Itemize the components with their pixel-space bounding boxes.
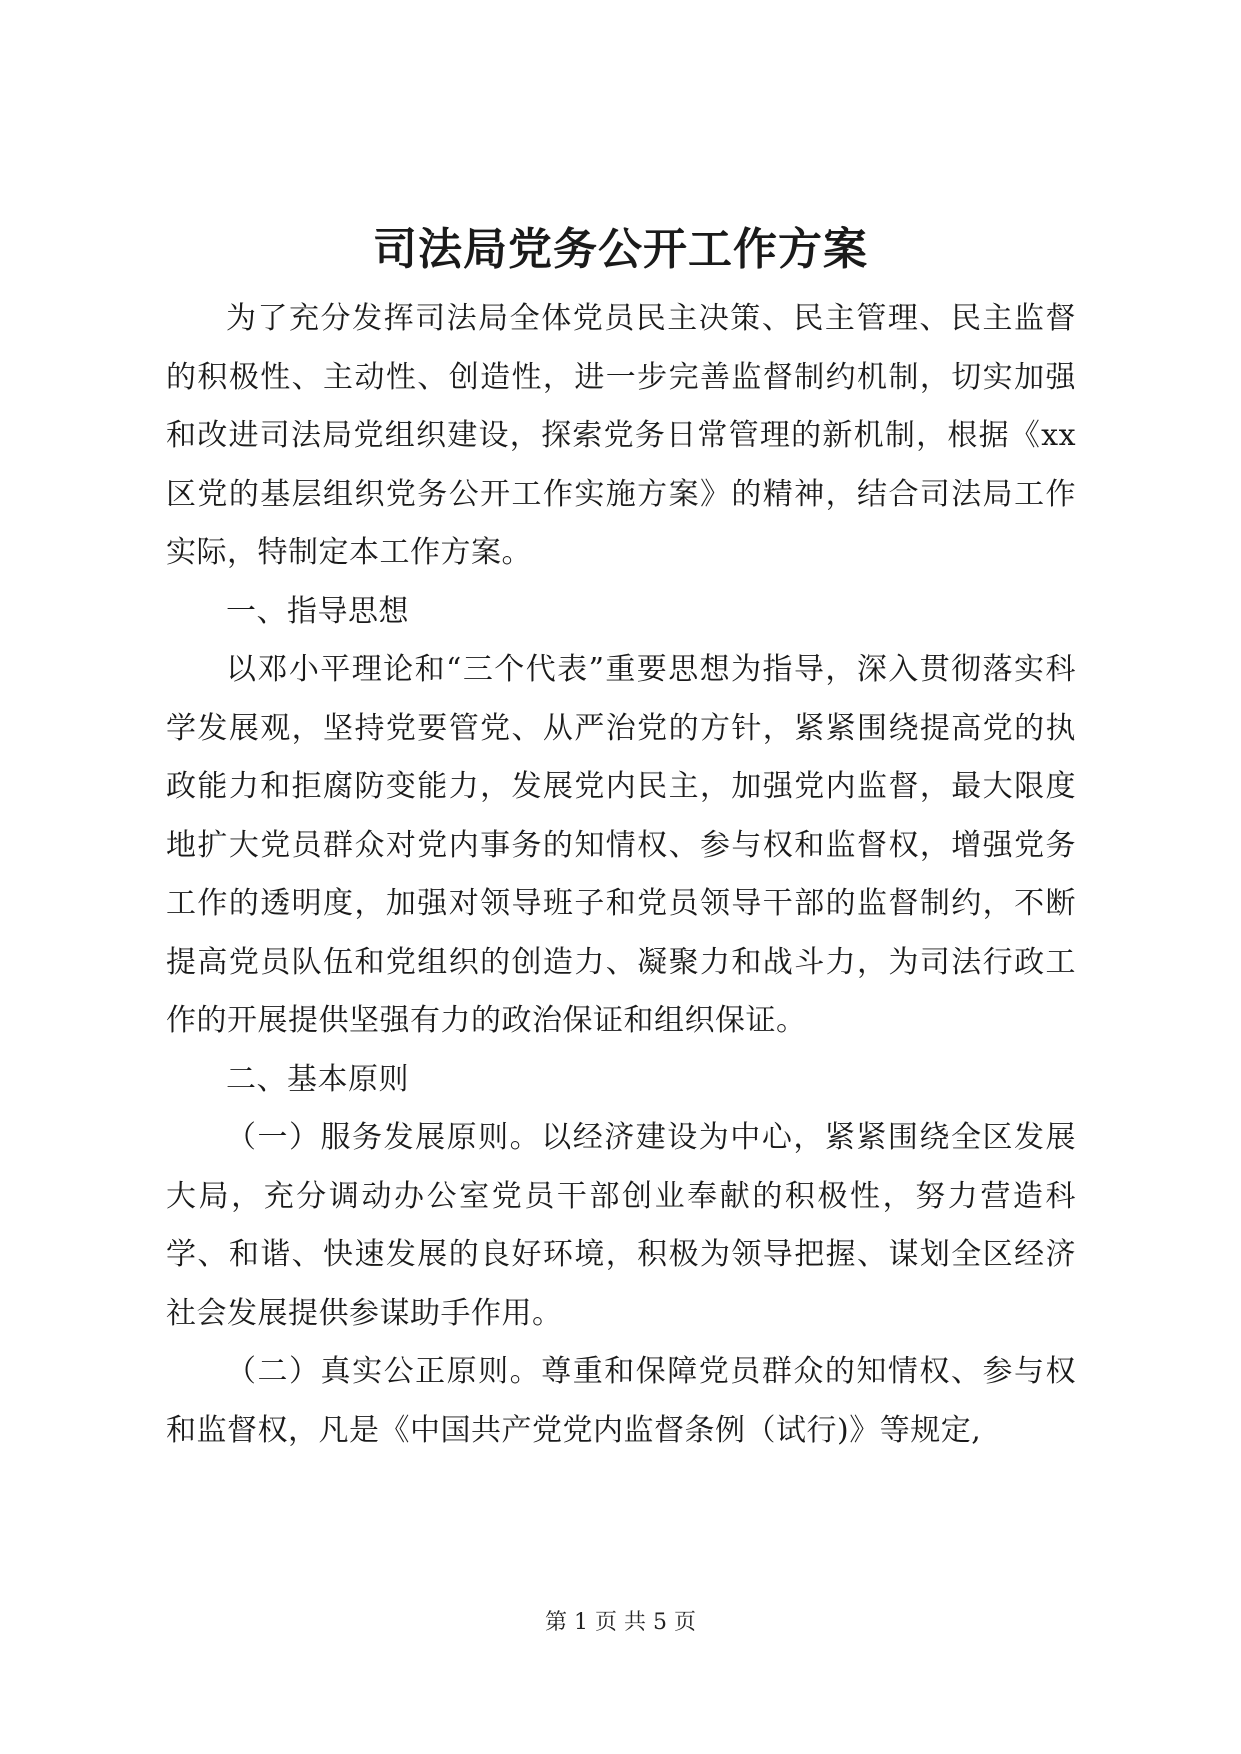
principle-service-development: （一）服务发展原则。以经济建设为中心，紧紧围绕全区发展大局，充分调动办公室党员干部创业奉献的积极性，努力营造科学、和谐、快速发展的良好环境，积极为领导把握、谋划全区经济社会发展提供参谋助手作用。 [166, 1120, 1076, 1331]
section-heading-basic-principles: 二、基本原则 [226, 1061, 409, 1097]
document-title: 司法局党务公开工作方案 [373, 224, 868, 275]
guiding-ideology-paragraph: 以邓小平理论和“三个代表”重要思想为指导，深入贯彻落实科学发展观，坚持党要管党、从严治党的方针，紧紧围绕提高党的执政能力和拒腐防变能力，发展党内民主，加强党内监督，最大限度地扩大党员群众对党内事务的知情权、参与权和监督权，增强党务工作的透明度，加强对领导班子和党员领导干部的监督制约，不断提高党员队伍和党组织的创造力、凝聚力和战斗力，为司法行政工作的开展提供坚强有力的政治保证和组织保证。 [166, 652, 1076, 1038]
section-heading-guiding-ideology: 一、指导思想 [226, 593, 409, 629]
principle-truth-fairness: （二）真实公正原则。尊重和保障党员群众的知情权、参与权和监督权，凡是《中国共产党党内监督条例（试行)》等规定, [166, 1354, 1076, 1448]
document-body [166, 290, 1076, 1460]
page-number-footer: 第 1 页 共 5 页 [545, 1610, 696, 1635]
intro-paragraph: 为了充分发挥司法局全体党员民主决策、民主管理、民主监督的积极性、主动性、创造性，进一步完善监督制约机制，切实加强和改进司法局党组织建设，探索党务日常管理的新机制，根据《xx区党的基层组织党务公开工作实施方案》的精神，结合司法局工作实际，特制定本工作方案。 [166, 301, 1076, 570]
